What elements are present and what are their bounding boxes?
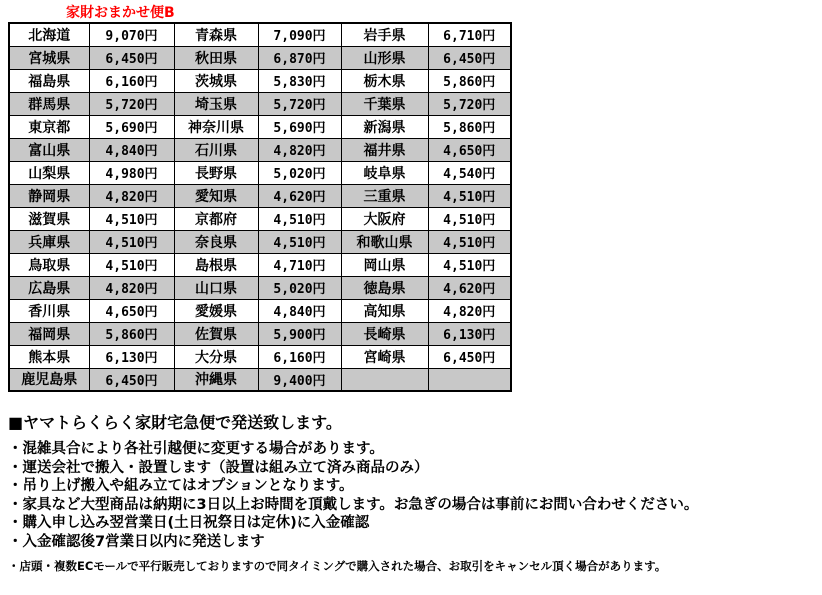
price-cell: 7,090円 — [258, 23, 341, 46]
prefecture-cell: 栃木県 — [341, 69, 428, 92]
prefecture-cell: 神奈川県 — [174, 115, 258, 138]
shipping-notes-heading: ■ヤマトらくらく家財宅急便で発送致します。 — [8, 413, 342, 432]
prefecture-cell: 群馬県 — [9, 92, 89, 115]
prefecture-cell — [341, 368, 428, 391]
price-cell: 4,510円 — [428, 207, 511, 230]
prefecture-cell: 青森県 — [174, 23, 258, 46]
price-cell: 4,620円 — [258, 184, 341, 207]
price-cell: 9,070円 — [89, 23, 174, 46]
price-cell: 4,820円 — [428, 299, 511, 322]
prefecture-cell: 石川県 — [174, 138, 258, 161]
prefecture-cell: 山形県 — [341, 46, 428, 69]
price-cell: 4,620円 — [428, 276, 511, 299]
price-cell: 6,130円 — [428, 322, 511, 345]
price-cell: 5,860円 — [89, 322, 174, 345]
price-cell: 4,820円 — [89, 276, 174, 299]
shipping-note-item: ・吊り上げ搬入や組み立てはオプションとなります。 — [8, 478, 354, 494]
price-cell: 5,860円 — [428, 69, 511, 92]
price-cell: 6,450円 — [428, 345, 511, 368]
price-cell: 4,650円 — [89, 299, 174, 322]
shipping-note-item: ・運送会社で搬入・設置します（設置は組み立て済み商品のみ） — [8, 459, 429, 476]
price-cell: 4,820円 — [258, 138, 341, 161]
prefecture-cell: 長崎県 — [341, 322, 428, 345]
prefecture-cell: 香川県 — [9, 299, 89, 322]
prefecture-cell: 岡山県 — [341, 253, 428, 276]
prefecture-cell: 山梨県 — [9, 161, 89, 184]
price-cell: 4,510円 — [89, 207, 174, 230]
price-cell: 4,840円 — [89, 138, 174, 161]
shipping-note-item: ・入金確認後7営業日以内に発送します — [8, 533, 265, 550]
price-cell: 6,450円 — [428, 46, 511, 69]
prefecture-cell: 宮崎県 — [341, 345, 428, 368]
price-cell: 5,720円 — [428, 92, 511, 115]
price-cell: 4,650円 — [428, 138, 511, 161]
table-row — [9, 138, 511, 161]
prefecture-cell: 愛媛県 — [174, 299, 258, 322]
price-cell: 6,870円 — [258, 46, 341, 69]
prefecture-cell: 千葉県 — [341, 92, 428, 115]
prefecture-cell: 福島県 — [9, 69, 89, 92]
prefecture-cell: 島根県 — [174, 253, 258, 276]
price-cell: 4,510円 — [258, 230, 341, 253]
table-row — [9, 230, 511, 253]
table-row — [9, 184, 511, 207]
shipping-notes-list — [8, 440, 816, 551]
price-cell: 5,020円 — [258, 161, 341, 184]
prefecture-cell: 鹿児島県 — [9, 368, 89, 391]
prefecture-cell: 宮城県 — [9, 46, 89, 69]
prefecture-cell: 富山県 — [9, 138, 89, 161]
price-cell: 6,130円 — [89, 345, 174, 368]
prefecture-cell: 福岡県 — [9, 322, 89, 345]
prefecture-cell: 沖縄県 — [174, 368, 258, 391]
price-cell: 4,510円 — [258, 207, 341, 230]
prefecture-cell: 奈良県 — [174, 230, 258, 253]
table-row — [9, 345, 511, 368]
price-cell: 6,160円 — [89, 69, 174, 92]
price-cell: 6,450円 — [89, 368, 174, 391]
prefecture-cell: 東京都 — [9, 115, 89, 138]
price-cell: 4,980円 — [89, 161, 174, 184]
table-row — [9, 23, 511, 46]
price-cell — [428, 368, 511, 391]
prefecture-cell: 和歌山県 — [341, 230, 428, 253]
shipping-fee-table-body — [9, 23, 511, 391]
price-cell: 4,510円 — [428, 184, 511, 207]
price-cell: 6,160円 — [258, 345, 341, 368]
shipping-fee-table — [8, 22, 512, 392]
prefecture-cell: 熊本県 — [9, 345, 89, 368]
price-cell: 6,450円 — [89, 46, 174, 69]
table-row — [9, 161, 511, 184]
shipping-note-item: ・家具など大型商品は納期に3日以上お時間を頂戴します。お急ぎの場合は事前にお問い合わせください。 — [8, 496, 699, 513]
price-cell: 6,710円 — [428, 23, 511, 46]
price-cell: 5,020円 — [258, 276, 341, 299]
parallel-sales-note: ・店頭・複数ECモールで平行販売しておりますので同タイミングで購入された場合、お取引をキャンセル頂く場合があります。 — [8, 559, 667, 573]
table-row — [9, 92, 511, 115]
prefecture-cell: 大分県 — [174, 345, 258, 368]
shipping-note-item: ・購入申し込み翌営業日(土日祝祭日は定休)に入金確認 — [8, 515, 370, 531]
prefecture-cell: 岩手県 — [341, 23, 428, 46]
table-row — [9, 276, 511, 299]
prefecture-cell: 兵庫県 — [9, 230, 89, 253]
price-cell: 5,720円 — [258, 92, 341, 115]
price-cell: 4,840円 — [258, 299, 341, 322]
prefecture-cell: 静岡県 — [9, 184, 89, 207]
price-cell: 9,400円 — [258, 368, 341, 391]
prefecture-cell: 岐阜県 — [341, 161, 428, 184]
price-cell: 5,690円 — [89, 115, 174, 138]
prefecture-cell: 埼玉県 — [174, 92, 258, 115]
prefecture-cell: 徳島県 — [341, 276, 428, 299]
prefecture-cell: 茨城県 — [174, 69, 258, 92]
price-cell: 4,540円 — [428, 161, 511, 184]
table-row — [9, 253, 511, 276]
prefecture-cell: 愛知県 — [174, 184, 258, 207]
table-row — [9, 69, 511, 92]
prefecture-cell: 福井県 — [341, 138, 428, 161]
prefecture-cell: 大阪府 — [341, 207, 428, 230]
table-row — [9, 115, 511, 138]
prefecture-cell: 新潟県 — [341, 115, 428, 138]
price-cell: 5,900円 — [258, 322, 341, 345]
prefecture-cell: 佐賀県 — [174, 322, 258, 345]
prefecture-cell: 長野県 — [174, 161, 258, 184]
prefecture-cell: 高知県 — [341, 299, 428, 322]
price-cell: 4,510円 — [89, 230, 174, 253]
prefecture-cell: 広島県 — [9, 276, 89, 299]
prefecture-cell: 山口県 — [174, 276, 258, 299]
table-row — [9, 368, 511, 391]
table-row — [9, 46, 511, 69]
price-cell: 5,830円 — [258, 69, 341, 92]
table-row — [9, 207, 511, 230]
price-cell: 4,510円 — [428, 230, 511, 253]
price-cell: 4,820円 — [89, 184, 174, 207]
prefecture-cell: 鳥取県 — [9, 253, 89, 276]
prefecture-cell: 京都府 — [174, 207, 258, 230]
shipping-notes — [8, 412, 816, 573]
price-cell: 4,710円 — [258, 253, 341, 276]
table-row — [9, 299, 511, 322]
price-cell: 5,720円 — [89, 92, 174, 115]
table-row — [9, 322, 511, 345]
price-cell: 5,860円 — [428, 115, 511, 138]
price-cell: 5,690円 — [258, 115, 341, 138]
prefecture-cell: 三重県 — [341, 184, 428, 207]
prefecture-cell: 秋田県 — [174, 46, 258, 69]
shipping-note-item: ・混雑具合により各社引越便に変更する場合があります。 — [8, 441, 384, 457]
price-cell: 4,510円 — [89, 253, 174, 276]
prefecture-cell: 北海道 — [9, 23, 89, 46]
shipping-table-title: 家財おまかせ便B — [66, 5, 175, 21]
price-cell: 4,510円 — [428, 253, 511, 276]
prefecture-cell: 滋賀県 — [9, 207, 89, 230]
